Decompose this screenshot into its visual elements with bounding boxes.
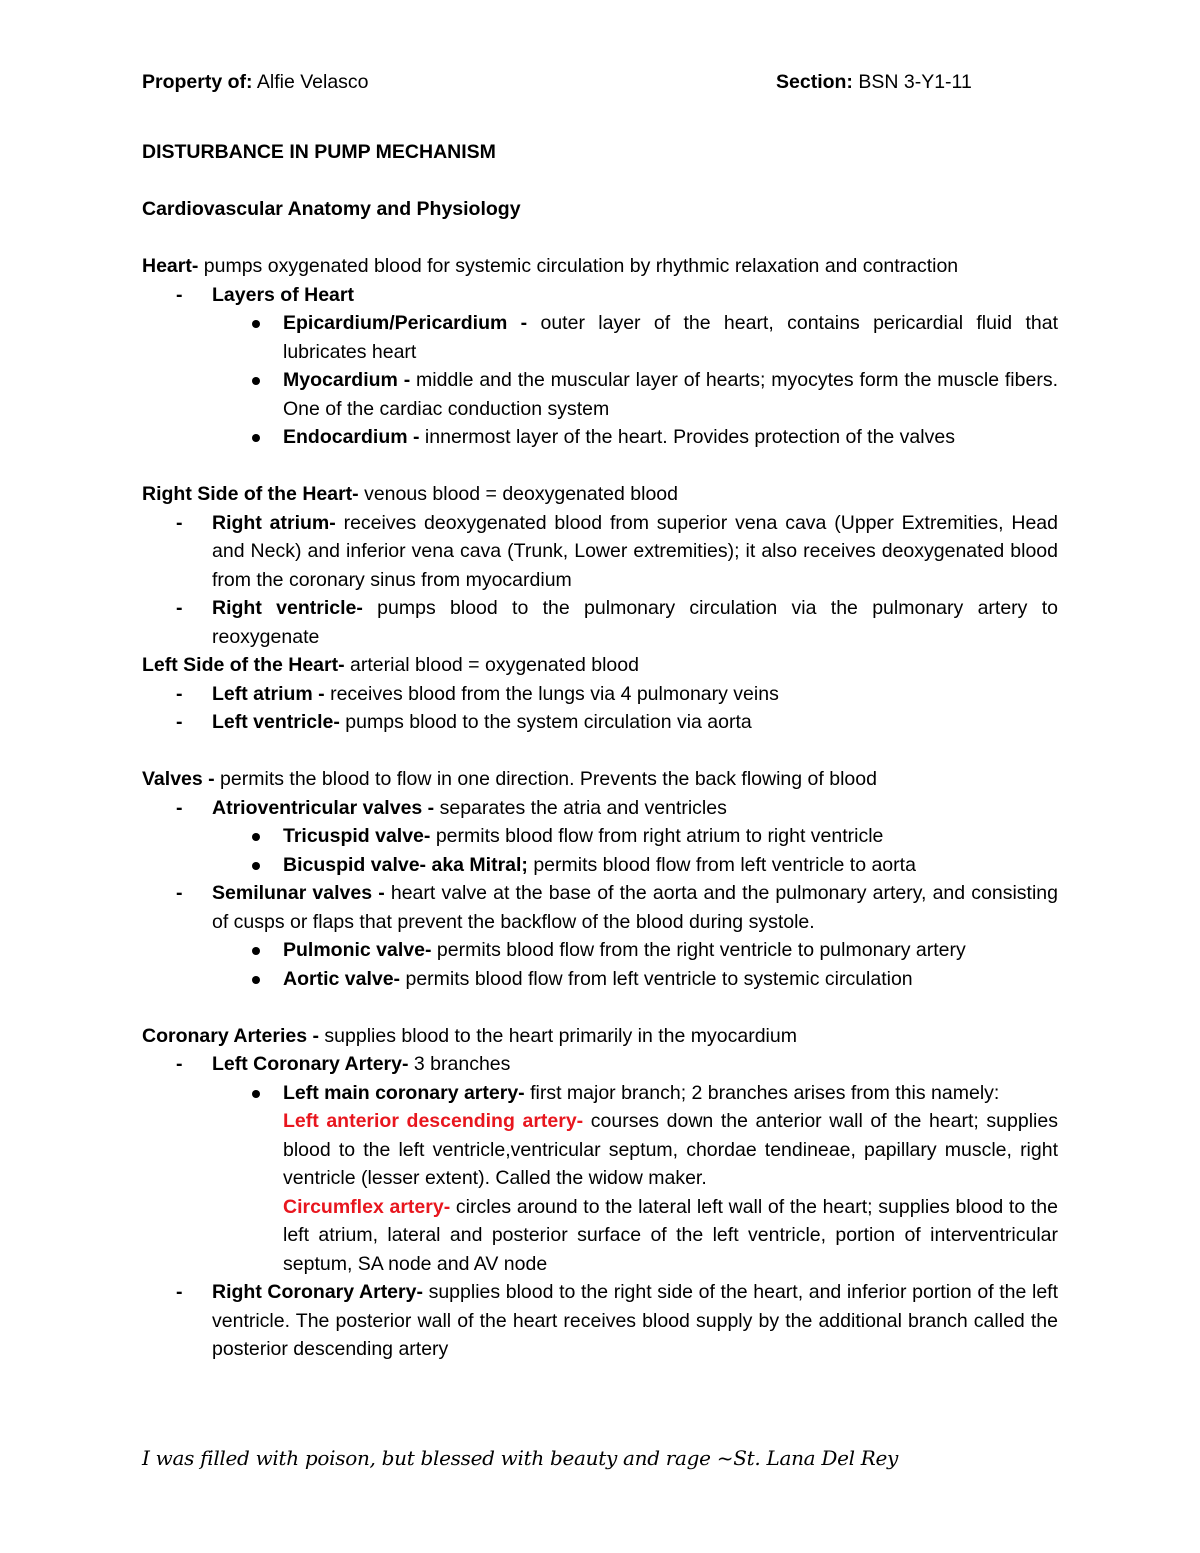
definition: permits blood flow from right atrium to right ventricle	[430, 825, 884, 847]
definition: venous blood = deoxygenated blood	[358, 483, 678, 505]
term: Atrioventricular valves -	[212, 796, 435, 819]
term: Right Coronary Artery-	[212, 1281, 423, 1303]
definition: arterial blood = oxygenated blood	[344, 654, 639, 676]
property-field	[142, 68, 369, 97]
term: Right ventricle-	[212, 597, 363, 619]
term: Aortic valve-	[283, 967, 401, 990]
valves-definition	[142, 765, 1058, 794]
definition: pumps blood to the pulmonary circulation via the pulmonary artery to reoxygenate	[212, 597, 1058, 648]
term: Layers of Heart	[212, 283, 354, 306]
list-item	[142, 965, 1058, 994]
document-page	[142, 68, 1058, 1364]
definition: permits blood flow from left ventricle to aorta	[527, 853, 916, 876]
term: Heart-	[142, 255, 199, 277]
page-title: DISTURBANCE IN PUMP MECHANISM	[142, 141, 496, 163]
list-item: - Right ventricle- pumps blood to the pulmonary circulation via the pulmonary artery to reoxygenate	[176, 597, 1058, 648]
property-value: Alfie Velasco	[256, 71, 369, 93]
list-item	[142, 423, 1058, 452]
sub-paragraph	[142, 1107, 1058, 1193]
term: Endocardium -	[283, 426, 420, 448]
section-label: Section:	[776, 71, 853, 93]
heart-definition	[142, 252, 1058, 281]
definition: pumps oxygenated blood for systemic circulation by rhythmic relaxation and contraction	[198, 255, 959, 277]
section-heading: Cardiovascular Anatomy and Physiology	[142, 198, 521, 220]
definition: circles around to the lateral left wall of the heart; supplies blood to the left atrium, lateral and posterior surface of the left ventricle, portion of interventricular septum, SA node and AV node	[283, 1195, 1058, 1275]
term: Tricuspid valve-	[283, 825, 431, 847]
term: Left Coronary Artery-	[212, 1053, 409, 1075]
list-item: - Right atrium- receives deoxygenated blood from superior vena cava (Upper Extremities, Head and Neck) and inferior vena cava (Trunk, Lower extremities); it also receives deoxygenated blood from the coronary sinus from myocardium	[176, 511, 1058, 591]
list-item	[142, 1079, 1058, 1108]
definition: outer layer of the heart, contains pericardial fluid that lubricates heart	[283, 312, 1058, 363]
list-item: - Left atrium - receives blood from the lungs via 4 pulmonary veins	[176, 682, 779, 705]
definition: supplies blood to the right side of the heart, and inferior portion of the left ventricle. The posterior wall of the heart receives blood supply by the additional branch called the posterior descending artery	[212, 1281, 1058, 1360]
definition: innermost layer of the heart. Provides protection of the valves	[419, 426, 955, 448]
bullet-icon	[252, 976, 260, 984]
coronary-definition	[142, 1022, 1058, 1051]
bullet-icon	[252, 947, 260, 955]
list-item	[142, 936, 1058, 965]
term: Right Side of the Heart-	[142, 483, 359, 505]
footer-quote: I was filled with poison, but blessed with beauty and rage ~St. Lana Del Rey	[142, 1446, 899, 1470]
term: Coronary Arteries -	[142, 1024, 319, 1047]
term: Myocardium -	[283, 369, 411, 391]
term: Left Side of the Heart-	[142, 654, 345, 676]
bullet-icon	[252, 862, 260, 870]
list-item: - Semilunar valves - heart valve at the base of the aorta and the pulmonary artery, and consisting of cusps or flaps that prevent the backflow of the blood during systole.	[176, 882, 1058, 933]
definition: courses down the anterior wall of the heart; supplies blood to the left ventricle,ventricular septum, chordae tendineae, papillary muscle, right ventricle (lesser extent). Called the widow maker.	[283, 1110, 1058, 1189]
section-field	[776, 68, 972, 97]
term: Valves -	[142, 768, 215, 790]
definition: separates the atria and ventricles	[434, 796, 727, 819]
list-item: - Left ventricle- pumps blood to the system circulation via aorta	[176, 711, 752, 733]
section-value: BSN 3-Y1-11	[858, 71, 972, 93]
list-item	[142, 366, 1058, 423]
right-side-definition	[142, 480, 1058, 509]
definition: permits blood flow from the right ventricle to pulmonary artery	[431, 939, 966, 961]
list-item	[142, 309, 1058, 366]
sub-paragraph	[142, 1193, 1058, 1279]
definition: receives deoxygenated blood from superior vena cava (Upper Extremities, Head and Neck) and inferior vena cava (Trunk, Lower extremities); it also receives deoxygenated blood from the coronary sinus from myocardium	[212, 511, 1058, 591]
list-item	[142, 851, 1058, 880]
term: Right atrium-	[212, 511, 336, 534]
term: Epicardium/Pericardium -	[283, 312, 528, 334]
bullet-icon	[252, 1090, 260, 1098]
header	[142, 68, 1058, 100]
definition: pumps blood to the system circulation via aorta	[339, 711, 752, 733]
definition: middle and the muscular layer of hearts; myocytes form the muscle fibers. One of the cardiac conduction system	[283, 369, 1058, 420]
term: Semilunar valves -	[212, 882, 385, 904]
definition: supplies blood to the heart primarily in the myocardium	[319, 1024, 797, 1047]
term: Left atrium -	[212, 682, 325, 705]
term: Pulmonic valve-	[283, 939, 432, 961]
property-label: Property of:	[142, 71, 253, 93]
term: Bicuspid valve- aka Mitral;	[283, 853, 528, 876]
bullet-icon	[252, 320, 260, 328]
definition: permits blood flow from left ventricle to systemic circulation	[400, 967, 913, 990]
definition: receives blood from the lungs via 4 pulmonary veins	[324, 682, 779, 705]
definition: permits the blood to flow in one direction. Prevents the back flowing of blood	[214, 768, 877, 790]
bullet-icon	[252, 833, 260, 841]
term: Left main coronary artery-	[283, 1081, 525, 1104]
list-item	[142, 822, 1058, 851]
term-highlight: Left anterior descending artery-	[283, 1110, 584, 1132]
bullet-icon	[252, 434, 260, 442]
definition: first major branch; 2 branches arises from this namely:	[524, 1081, 1000, 1104]
definition: 3 branches	[408, 1053, 511, 1075]
list-item: - Atrioventricular valves - separates the atria and ventricles	[176, 796, 727, 819]
term-highlight: Circumflex artery-	[283, 1195, 451, 1218]
term: Left ventricle-	[212, 711, 340, 733]
left-side-definition	[142, 651, 1058, 680]
definition: heart valve at the base of the aorta and the pulmonary artery, and consisting of cusps or flaps that prevent the backflow of the blood during systole.	[212, 882, 1058, 933]
list-item: - Left Coronary Artery- 3 branches	[176, 1053, 511, 1075]
list-item: - Layers of Heart	[176, 283, 354, 306]
list-item: - Right Coronary Artery- supplies blood to the right side of the heart, and inferior portion of the left ventricle. The posterior wall of the heart receives blood supply by the additional branch called the posterior descending artery	[176, 1281, 1058, 1360]
bullet-icon	[252, 377, 260, 385]
